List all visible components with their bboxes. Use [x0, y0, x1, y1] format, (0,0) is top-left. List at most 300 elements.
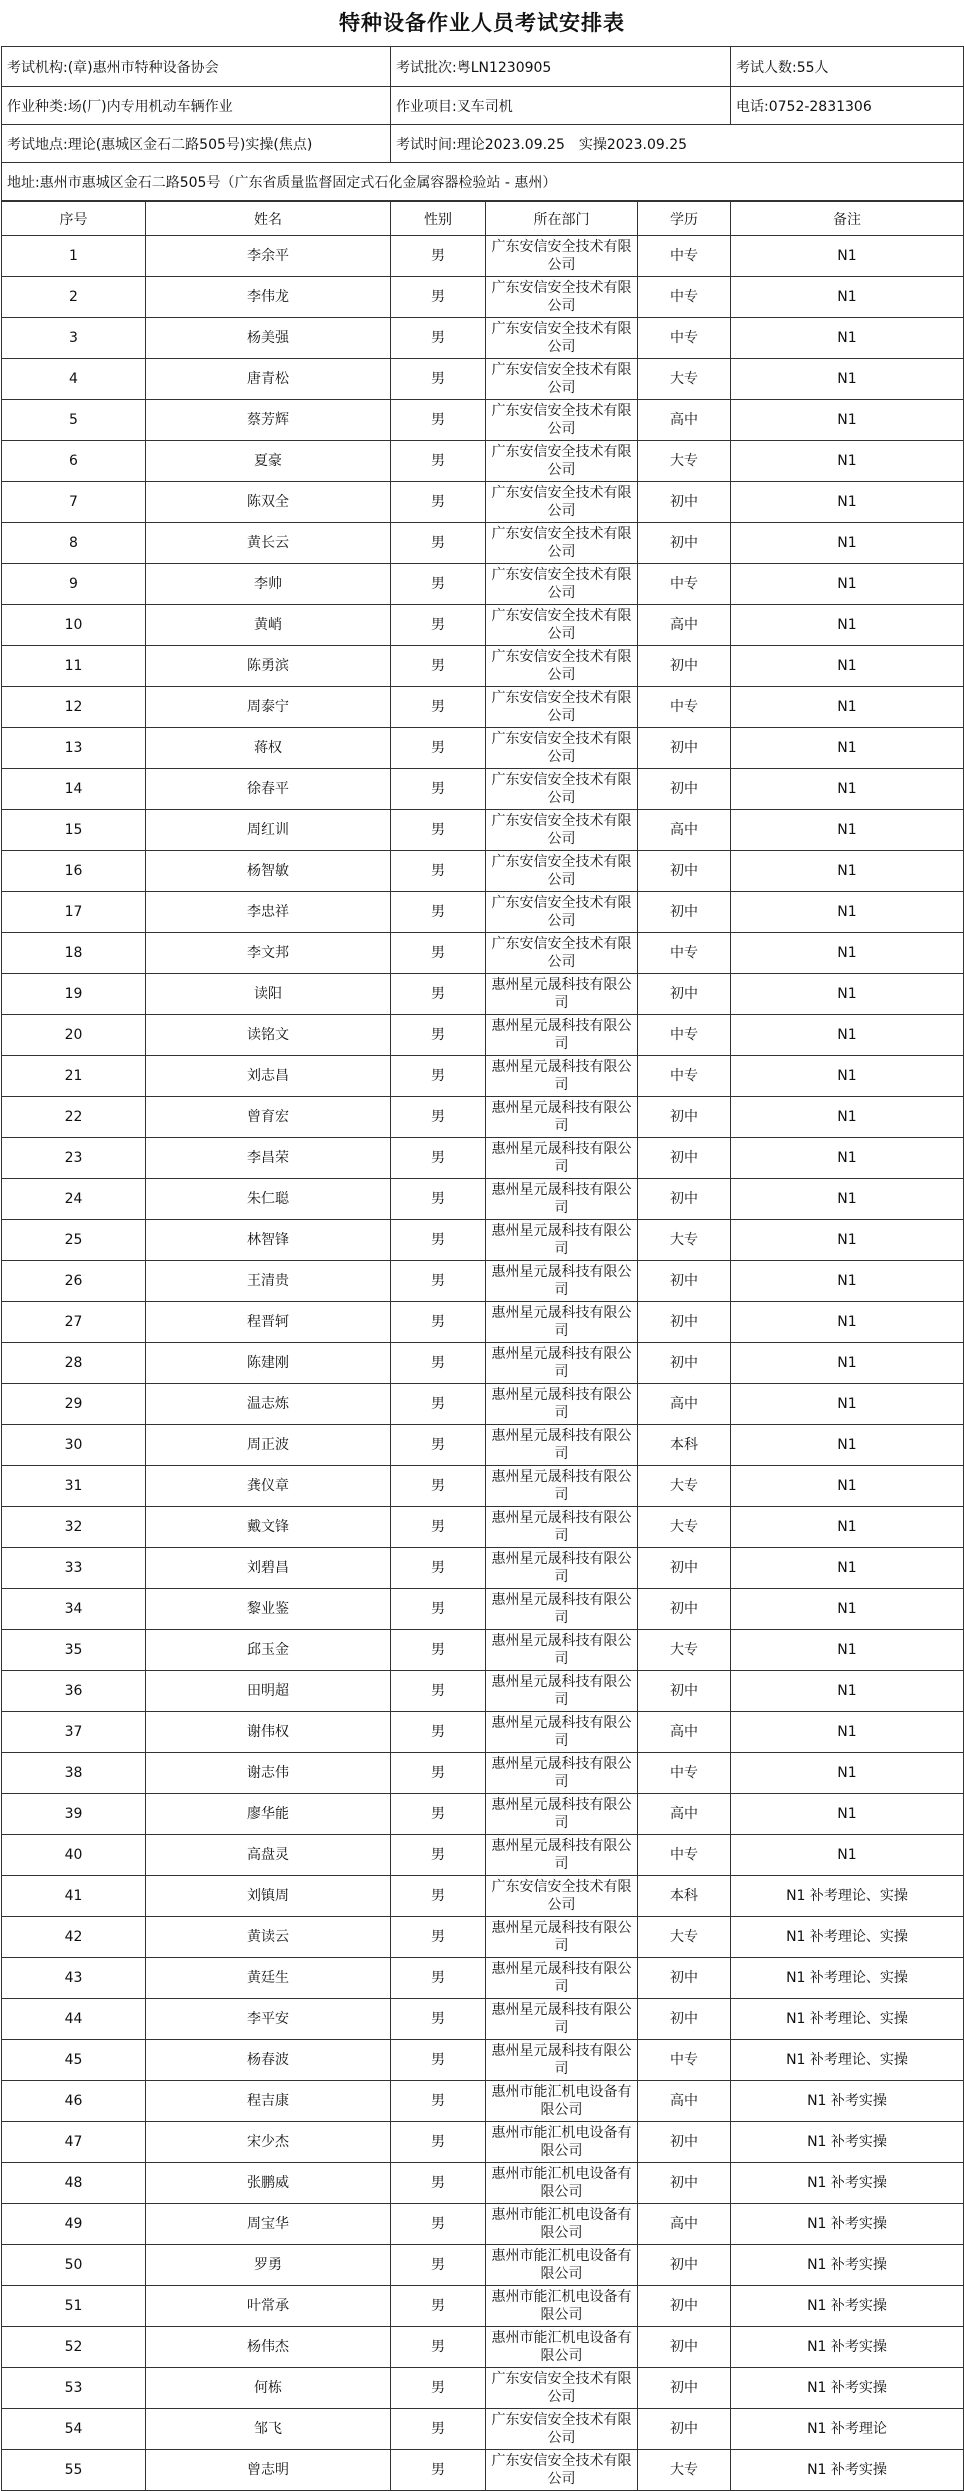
cell-department: 广东安信安全技术有限公司: [486, 892, 638, 933]
cell-education: 初中: [638, 1138, 731, 1179]
cell-remark: N1 补考实操: [731, 2286, 964, 2327]
cell-department: 惠州市能汇机电设备有限公司: [486, 2081, 638, 2122]
cell-index: 36: [2, 1671, 146, 1712]
cell-education: 高中: [638, 1712, 731, 1753]
cell-education: 初中: [638, 2163, 731, 2204]
cell-department: 广东安信安全技术有限公司: [486, 728, 638, 769]
cell-remark: N1: [731, 1835, 964, 1876]
table-row: [2, 1876, 964, 1917]
table-row: [2, 1548, 964, 1589]
table-row: [2, 1835, 964, 1876]
cell-index: 28: [2, 1343, 146, 1384]
cell-remark: N1: [731, 1671, 964, 1712]
cell-education: 高中: [638, 1794, 731, 1835]
table-row: [2, 482, 964, 523]
table-row: [2, 564, 964, 605]
cell-index: 37: [2, 1712, 146, 1753]
cell-remark: N1: [731, 851, 964, 892]
exam-time: 考试时间:理论2023.09.25 实操2023.09.25: [391, 125, 964, 163]
cell-education: 初中: [638, 851, 731, 892]
cell-remark: N1 补考实操: [731, 2204, 964, 2245]
cell-index: 54: [2, 2409, 146, 2450]
header-index: 序号: [2, 202, 146, 236]
cell-name: 邹飞: [146, 2409, 391, 2450]
cell-name: 曾育宏: [146, 1097, 391, 1138]
cell-department: 惠州星元晟科技有限公司: [486, 1548, 638, 1589]
cell-name: 戴文锋: [146, 1507, 391, 1548]
cell-index: 47: [2, 2122, 146, 2163]
cell-department: 广东安信安全技术有限公司: [486, 933, 638, 974]
cell-department: 惠州市能汇机电设备有限公司: [486, 2204, 638, 2245]
cell-education: 初中: [638, 1302, 731, 1343]
cell-education: 初中: [638, 646, 731, 687]
cell-name: 何栋: [146, 2368, 391, 2409]
table-row: [2, 2245, 964, 2286]
table-header-row: [2, 202, 964, 236]
cell-gender: 男: [391, 1384, 486, 1425]
cell-name: 蒋权: [146, 728, 391, 769]
table-row: [2, 1220, 964, 1261]
cell-remark: N1 补考实操: [731, 2368, 964, 2409]
cell-name: 周泰宁: [146, 687, 391, 728]
work-category: 作业种类:场(厂)内专用机动车辆作业: [2, 87, 391, 125]
cell-remark: N1: [731, 482, 964, 523]
cell-education: 中专: [638, 564, 731, 605]
cell-education: 本科: [638, 1876, 731, 1917]
cell-department: 广东安信安全技术有限公司: [486, 605, 638, 646]
cell-department: 惠州星元晟科技有限公司: [486, 1466, 638, 1507]
cell-department: 广东安信安全技术有限公司: [486, 400, 638, 441]
table-row: [2, 1097, 964, 1138]
cell-remark: N1: [731, 1097, 964, 1138]
cell-index: 46: [2, 2081, 146, 2122]
cell-remark: N1: [731, 1384, 964, 1425]
cell-gender: 男: [391, 1712, 486, 1753]
cell-department: 广东安信安全技术有限公司: [486, 1876, 638, 1917]
cell-name: 蔡芳辉: [146, 400, 391, 441]
cell-name: 周宝华: [146, 2204, 391, 2245]
cell-gender: 男: [391, 1138, 486, 1179]
cell-education: 初中: [638, 1999, 731, 2040]
cell-department: 惠州星元晟科技有限公司: [486, 1384, 638, 1425]
header-remark: 备注: [731, 202, 964, 236]
cell-name: 唐青松: [146, 359, 391, 400]
cell-name: 黎业鉴: [146, 1589, 391, 1630]
cell-gender: 男: [391, 2286, 486, 2327]
cell-remark: N1 补考理论、实操: [731, 1999, 964, 2040]
table-row: [2, 1466, 964, 1507]
cell-gender: 男: [391, 2040, 486, 2081]
cell-department: 广东安信安全技术有限公司: [486, 2450, 638, 2491]
cell-department: 广东安信安全技术有限公司: [486, 441, 638, 482]
cell-education: 初中: [638, 1343, 731, 1384]
cell-department: 惠州星元晟科技有限公司: [486, 1753, 638, 1794]
cell-index: 5: [2, 400, 146, 441]
cell-name: 谢志伟: [146, 1753, 391, 1794]
table-row: [2, 1671, 964, 1712]
cell-name: 周红训: [146, 810, 391, 851]
cell-gender: 男: [391, 441, 486, 482]
cell-index: 48: [2, 2163, 146, 2204]
cell-department: 惠州星元晟科技有限公司: [486, 1220, 638, 1261]
cell-department: 惠州星元晟科技有限公司: [486, 1179, 638, 1220]
cell-education: 大专: [638, 1220, 731, 1261]
table-row: [2, 1425, 964, 1466]
cell-index: 20: [2, 1015, 146, 1056]
candidate-table: [1, 201, 964, 2491]
cell-index: 53: [2, 2368, 146, 2409]
cell-gender: 男: [391, 1548, 486, 1589]
cell-education: 初中: [638, 1958, 731, 1999]
cell-index: 43: [2, 1958, 146, 1999]
cell-education: 初中: [638, 2327, 731, 2368]
cell-index: 50: [2, 2245, 146, 2286]
cell-name: 程晋轲: [146, 1302, 391, 1343]
cell-name: 陈建刚: [146, 1343, 391, 1384]
cell-name: 读阳: [146, 974, 391, 1015]
table-row: [2, 1712, 964, 1753]
table-row: [2, 933, 964, 974]
table-row: [2, 2122, 964, 2163]
cell-gender: 男: [391, 851, 486, 892]
cell-department: 惠州市能汇机电设备有限公司: [486, 2163, 638, 2204]
table-row: [2, 1753, 964, 1794]
cell-education: 初中: [638, 1179, 731, 1220]
cell-index: 17: [2, 892, 146, 933]
cell-department: 惠州星元晟科技有限公司: [486, 1999, 638, 2040]
cell-education: 中专: [638, 1015, 731, 1056]
cell-remark: N1 补考实操: [731, 2245, 964, 2286]
cell-remark: N1 补考理论: [731, 2409, 964, 2450]
cell-education: 中专: [638, 318, 731, 359]
cell-remark: N1: [731, 1589, 964, 1630]
cell-index: 27: [2, 1302, 146, 1343]
cell-gender: 男: [391, 1794, 486, 1835]
cell-education: 初中: [638, 2286, 731, 2327]
cell-department: 广东安信安全技术有限公司: [486, 482, 638, 523]
cell-remark: N1: [731, 974, 964, 1015]
cell-index: 1: [2, 236, 146, 277]
exam-address: 地址:惠州市惠城区金石二路505号（广东省质量监督固定式石化金属容器检验站 - 惠州）: [2, 163, 964, 201]
cell-gender: 男: [391, 2245, 486, 2286]
cell-education: 高中: [638, 2204, 731, 2245]
cell-name: 李帅: [146, 564, 391, 605]
cell-name: 邱玉金: [146, 1630, 391, 1671]
cell-remark: N1 补考理论、实操: [731, 2040, 964, 2081]
cell-remark: N1: [731, 1548, 964, 1589]
table-row: [2, 810, 964, 851]
table-row: [2, 687, 964, 728]
cell-gender: 男: [391, 400, 486, 441]
cell-education: 本科: [638, 1425, 731, 1466]
cell-name: 杨美强: [146, 318, 391, 359]
cell-index: 21: [2, 1056, 146, 1097]
cell-gender: 男: [391, 1220, 486, 1261]
cell-index: 49: [2, 2204, 146, 2245]
cell-department: 惠州星元晟科技有限公司: [486, 974, 638, 1015]
cell-department: 惠州星元晟科技有限公司: [486, 1343, 638, 1384]
cell-department: 惠州星元晟科技有限公司: [486, 1589, 638, 1630]
cell-education: 初中: [638, 1671, 731, 1712]
cell-name: 杨伟杰: [146, 2327, 391, 2368]
cell-department: 广东安信安全技术有限公司: [486, 523, 638, 564]
table-row: [2, 646, 964, 687]
table-row: [2, 2081, 964, 2122]
cell-remark: N1: [731, 1753, 964, 1794]
cell-gender: 男: [391, 810, 486, 851]
cell-remark: N1: [731, 277, 964, 318]
cell-education: 大专: [638, 1630, 731, 1671]
cell-department: 惠州星元晟科技有限公司: [486, 1056, 638, 1097]
cell-department: 惠州星元晟科技有限公司: [486, 1630, 638, 1671]
cell-index: 9: [2, 564, 146, 605]
cell-education: 初中: [638, 1548, 731, 1589]
cell-index: 18: [2, 933, 146, 974]
cell-department: 惠州星元晟科技有限公司: [486, 1097, 638, 1138]
cell-name: 田明超: [146, 1671, 391, 1712]
cell-index: 40: [2, 1835, 146, 1876]
cell-gender: 男: [391, 1958, 486, 1999]
cell-name: 黄长云: [146, 523, 391, 564]
cell-gender: 男: [391, 1835, 486, 1876]
cell-gender: 男: [391, 1630, 486, 1671]
cell-remark: N1 补考理论、实操: [731, 1876, 964, 1917]
exam-info-table: [1, 46, 964, 201]
cell-gender: 男: [391, 277, 486, 318]
cell-education: 初中: [638, 892, 731, 933]
table-row: [2, 769, 964, 810]
table-row: [2, 1015, 964, 1056]
cell-remark: N1: [731, 646, 964, 687]
cell-education: 中专: [638, 1835, 731, 1876]
table-row: [2, 277, 964, 318]
cell-index: 51: [2, 2286, 146, 2327]
header-education: 学历: [638, 202, 731, 236]
cell-index: 44: [2, 1999, 146, 2040]
cell-department: 惠州市能汇机电设备有限公司: [486, 2245, 638, 2286]
cell-education: 大专: [638, 1917, 731, 1958]
cell-index: 33: [2, 1548, 146, 1589]
cell-department: 惠州星元晟科技有限公司: [486, 1712, 638, 1753]
cell-remark: N1: [731, 441, 964, 482]
cell-education: 高中: [638, 2081, 731, 2122]
cell-education: 中专: [638, 933, 731, 974]
cell-index: 16: [2, 851, 146, 892]
cell-name: 温志炼: [146, 1384, 391, 1425]
cell-name: 刘镇周: [146, 1876, 391, 1917]
header-gender: 性别: [391, 202, 486, 236]
cell-name: 周正波: [146, 1425, 391, 1466]
table-row: [2, 1589, 964, 1630]
cell-index: 26: [2, 1261, 146, 1302]
cell-name: 宋少杰: [146, 2122, 391, 2163]
cell-index: 38: [2, 1753, 146, 1794]
cell-education: 大专: [638, 1507, 731, 1548]
header-name: 姓名: [146, 202, 391, 236]
cell-gender: 男: [391, 1466, 486, 1507]
cell-name: 林智锋: [146, 1220, 391, 1261]
cell-education: 大专: [638, 2450, 731, 2491]
table-row: [2, 2327, 964, 2368]
cell-remark: N1: [731, 687, 964, 728]
cell-gender: 男: [391, 892, 486, 933]
cell-remark: N1 补考实操: [731, 2450, 964, 2491]
table-row: [2, 2450, 964, 2491]
cell-index: 29: [2, 1384, 146, 1425]
cell-name: 黄读云: [146, 1917, 391, 1958]
cell-education: 初中: [638, 2368, 731, 2409]
cell-education: 中专: [638, 277, 731, 318]
cell-education: 中专: [638, 687, 731, 728]
cell-education: 初中: [638, 482, 731, 523]
cell-remark: N1: [731, 1630, 964, 1671]
cell-education: 高中: [638, 810, 731, 851]
cell-department: 惠州星元晟科技有限公司: [486, 1794, 638, 1835]
cell-gender: 男: [391, 564, 486, 605]
table-row: [2, 2163, 964, 2204]
cell-remark: N1 补考实操: [731, 2327, 964, 2368]
cell-department: 广东安信安全技术有限公司: [486, 2409, 638, 2450]
cell-name: 李平安: [146, 1999, 391, 2040]
table-row: [2, 1384, 964, 1425]
cell-name: 廖华能: [146, 1794, 391, 1835]
cell-department: 惠州市能汇机电设备有限公司: [486, 2286, 638, 2327]
cell-gender: 男: [391, 236, 486, 277]
cell-gender: 男: [391, 1753, 486, 1794]
cell-remark: N1: [731, 1015, 964, 1056]
table-row: [2, 400, 964, 441]
cell-name: 杨春波: [146, 2040, 391, 2081]
cell-remark: N1: [731, 1794, 964, 1835]
cell-gender: 男: [391, 2327, 486, 2368]
cell-name: 程吉康: [146, 2081, 391, 2122]
cell-remark: N1: [731, 236, 964, 277]
cell-index: 8: [2, 523, 146, 564]
exam-count: 考试人数:55人: [731, 47, 964, 87]
cell-gender: 男: [391, 1097, 486, 1138]
table-row: [2, 359, 964, 400]
cell-remark: N1: [731, 810, 964, 851]
cell-remark: N1: [731, 1466, 964, 1507]
table-row: [2, 1343, 964, 1384]
cell-education: 中专: [638, 1056, 731, 1097]
table-row: [2, 441, 964, 482]
cell-gender: 男: [391, 1015, 486, 1056]
cell-name: 罗勇: [146, 2245, 391, 2286]
cell-gender: 男: [391, 1056, 486, 1097]
cell-remark: N1: [731, 1425, 964, 1466]
cell-index: 6: [2, 441, 146, 482]
cell-index: 34: [2, 1589, 146, 1630]
cell-education: 大专: [638, 1466, 731, 1507]
cell-department: 惠州星元晟科技有限公司: [486, 2040, 638, 2081]
cell-name: 徐春平: [146, 769, 391, 810]
cell-remark: N1: [731, 892, 964, 933]
cell-gender: 男: [391, 1179, 486, 1220]
cell-gender: 男: [391, 933, 486, 974]
table-row: [2, 1958, 964, 1999]
cell-index: 4: [2, 359, 146, 400]
cell-name: 黄峭: [146, 605, 391, 646]
cell-education: 中专: [638, 236, 731, 277]
cell-index: 24: [2, 1179, 146, 1220]
cell-department: 惠州市能汇机电设备有限公司: [486, 2327, 638, 2368]
header-department: 所在部门: [486, 202, 638, 236]
cell-index: 42: [2, 1917, 146, 1958]
cell-gender: 男: [391, 646, 486, 687]
cell-index: 41: [2, 1876, 146, 1917]
cell-education: 高中: [638, 400, 731, 441]
cell-gender: 男: [391, 687, 486, 728]
cell-department: 惠州星元晟科技有限公司: [486, 1835, 638, 1876]
cell-department: 广东安信安全技术有限公司: [486, 236, 638, 277]
cell-index: 35: [2, 1630, 146, 1671]
cell-name: 李文邦: [146, 933, 391, 974]
cell-department: 惠州星元晟科技有限公司: [486, 1507, 638, 1548]
cell-gender: 男: [391, 1507, 486, 1548]
table-row: [2, 2204, 964, 2245]
cell-department: 惠州星元晟科技有限公司: [486, 1671, 638, 1712]
cell-department: 广东安信安全技术有限公司: [486, 359, 638, 400]
cell-department: 惠州星元晟科技有限公司: [486, 1425, 638, 1466]
cell-department: 广东安信安全技术有限公司: [486, 564, 638, 605]
cell-department: 广东安信安全技术有限公司: [486, 646, 638, 687]
cell-index: 45: [2, 2040, 146, 2081]
cell-index: 7: [2, 482, 146, 523]
cell-remark: N1: [731, 1302, 964, 1343]
cell-education: 初中: [638, 1097, 731, 1138]
cell-index: 22: [2, 1097, 146, 1138]
cell-gender: 男: [391, 1425, 486, 1466]
table-row: [2, 2286, 964, 2327]
cell-gender: 男: [391, 1999, 486, 2040]
table-row: [2, 236, 964, 277]
cell-education: 初中: [638, 2122, 731, 2163]
cell-department: 广东安信安全技术有限公司: [486, 810, 638, 851]
cell-index: 39: [2, 1794, 146, 1835]
cell-gender: 男: [391, 2409, 486, 2450]
cell-department: 广东安信安全技术有限公司: [486, 318, 638, 359]
cell-education: 初中: [638, 769, 731, 810]
table-row: [2, 1138, 964, 1179]
table-row: [2, 974, 964, 1015]
cell-education: 初中: [638, 2245, 731, 2286]
cell-education: 初中: [638, 1589, 731, 1630]
cell-index: 32: [2, 1507, 146, 1548]
cell-remark: N1: [731, 523, 964, 564]
cell-name: 杨智敏: [146, 851, 391, 892]
cell-education: 初中: [638, 974, 731, 1015]
table-row: [2, 892, 964, 933]
table-row: [2, 1630, 964, 1671]
cell-department: 惠州星元晟科技有限公司: [486, 1302, 638, 1343]
cell-name: 张鹏威: [146, 2163, 391, 2204]
cell-gender: 男: [391, 523, 486, 564]
exam-org: 考试机构:(章)惠州市特种设备协会: [2, 47, 391, 87]
cell-name: 黄廷生: [146, 1958, 391, 1999]
cell-name: 陈双全: [146, 482, 391, 523]
cell-remark: N1: [731, 1712, 964, 1753]
cell-index: 13: [2, 728, 146, 769]
cell-index: 25: [2, 1220, 146, 1261]
cell-remark: N1: [731, 1138, 964, 1179]
cell-education: 中专: [638, 1753, 731, 1794]
cell-education: 初中: [638, 728, 731, 769]
cell-department: 惠州星元晟科技有限公司: [486, 1015, 638, 1056]
cell-gender: 男: [391, 1261, 486, 1302]
cell-education: 大专: [638, 441, 731, 482]
cell-name: 朱仁聪: [146, 1179, 391, 1220]
